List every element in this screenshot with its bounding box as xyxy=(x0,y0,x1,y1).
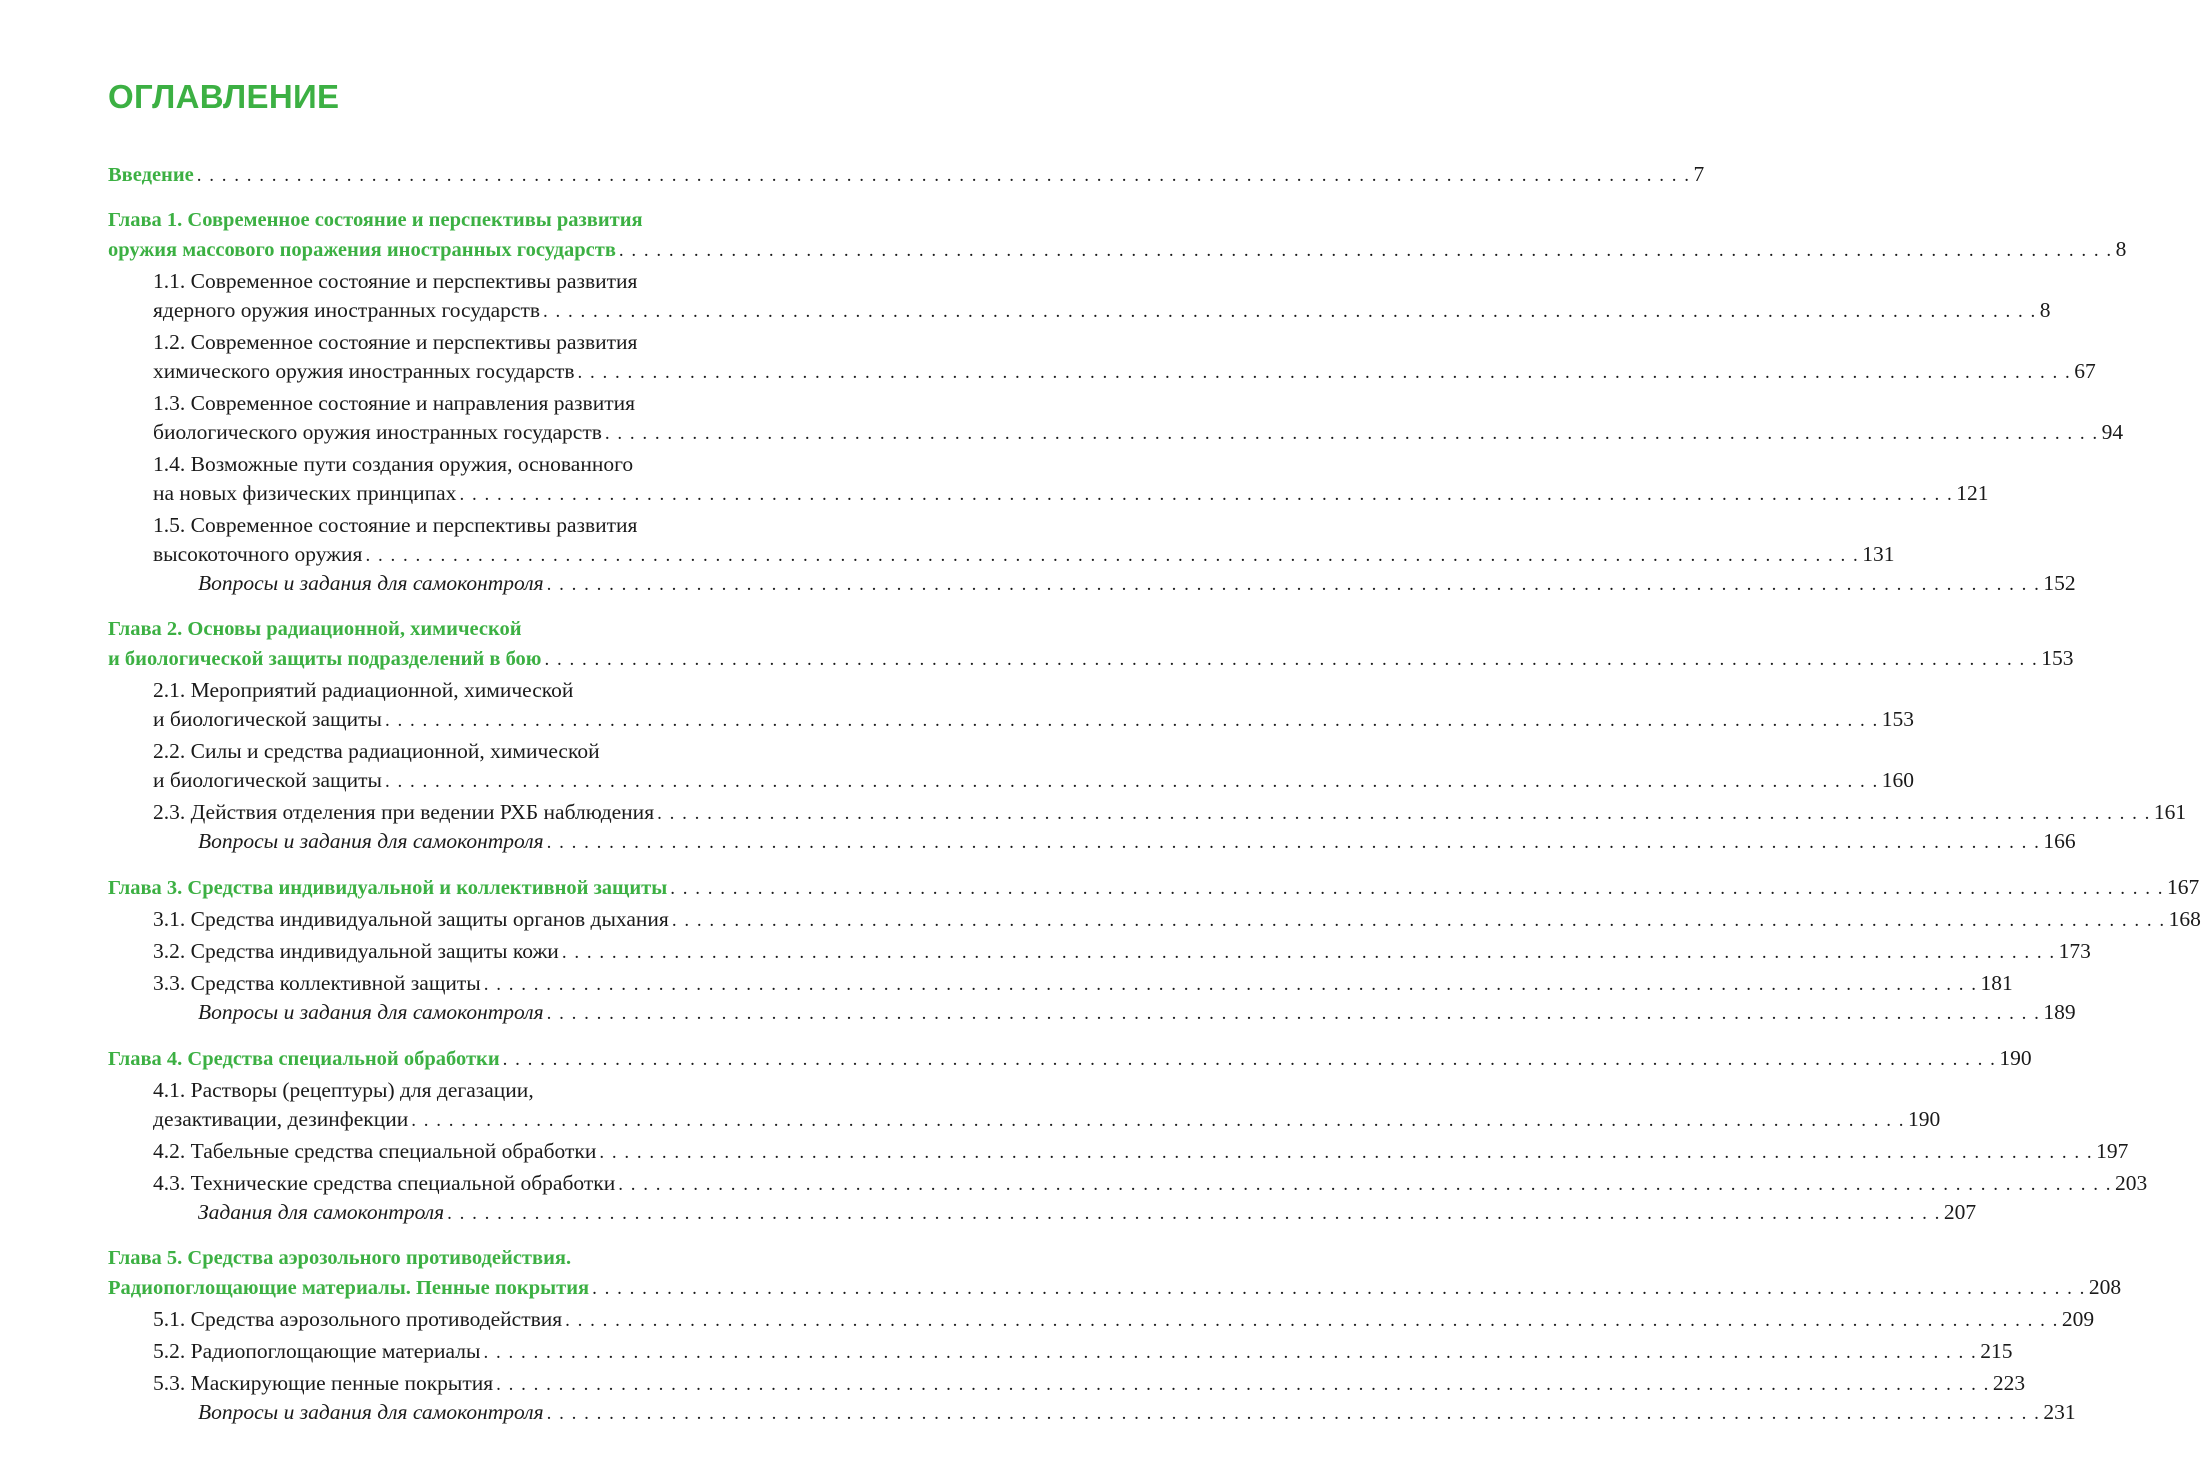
dot-leader: . . . . . . . . . . . . . . . . . . . . . . . . . . . . . . . . . . . . . . . . . . . . . . . . . . . . . . . . . . . . . . . . . . . . . . . . . . . . . . . . . . . . . . . . . . . . . . . . . . . . . . . . . . . . . . . . . . . . . . . . xyxy=(618,240,2113,261)
toc-entry-section-1-3-title-line: 1.3. Современное состояние и направления развития xyxy=(153,391,635,415)
toc-entry-section-5-3-title: 5.3. Маскирующие пенные покрытия xyxy=(153,1371,494,1395)
toc-entry-section-2-2-row xyxy=(153,766,1914,795)
page-number: 173 xyxy=(2058,939,2091,963)
toc-entry-section-1-3-title: биологического оружия иностранных государств xyxy=(153,420,602,444)
toc-entry-chapter-3-title: Глава 3. Средства индивидуальной и коллективной защиты xyxy=(108,877,668,899)
toc-entry-section-3-1-title: 3.1. Средства индивидуальной защиты органов дыхания xyxy=(153,907,669,931)
dot-leader: . . . . . . . . . . . . . . . . . . . . . . . . . . . . . . . . . . . . . . . . . . . . . . . . . . . . . . . . . . . . . . . . . . . . . . . . . . . . . . . . . . . . . . . . . . . . . . . . . . . . . . . . . . . . . . . . . . . . . . . . xyxy=(496,1374,1990,1395)
page-number: 94 xyxy=(2101,420,2124,444)
page-number: 209 xyxy=(2061,1307,2095,1331)
toc-entry-section-4-1[interactable] xyxy=(108,1076,1941,1134)
toc-entry-intro-title: Введение xyxy=(108,164,194,186)
toc-entry-section-3-3-title: 3.3. Средства коллективной защиты xyxy=(153,971,481,995)
page-number: 7 xyxy=(1693,162,1705,186)
page-number: 208 xyxy=(2088,1275,2122,1299)
page-number: 121 xyxy=(1956,481,1989,505)
toc-entry-section-5-2-row xyxy=(153,1337,2013,1366)
toc-entry-chapter-4-row xyxy=(108,1044,2032,1073)
toc-entry-section-4-3-title: 4.3. Технические средства специальной обработки xyxy=(153,1171,616,1195)
toc-entry-section-2-1-title: и биологической защиты xyxy=(153,707,382,731)
toc-entry-section-2-2-title: и биологической защиты xyxy=(153,768,382,792)
toc-entry-section-4-1-title-line: 4.1. Растворы (рецептуры) для дегазации, xyxy=(153,1078,534,1102)
dot-leader: . . . . . . . . . . . . . . . . . . . . . . . . . . . . . . . . . . . . . . . . . . . . . . . . . . . . . . . . . . . . . . . . . . . . . . . . . . . . . . . . . . . . . . . . . . . . . . . . . . . . . . . . . . . . . . . . . . . . . . . . xyxy=(483,1342,1978,1363)
page-number: 215 xyxy=(1980,1339,2013,1363)
toc-entry-section-5-2-title: 5.2. Радиопоглощающие материалы xyxy=(153,1339,481,1363)
toc-entry-quiz-2-row xyxy=(198,827,2076,856)
dot-leader: . . . . . . . . . . . . . . . . . . . . . . . . . . . . . . . . . . . . . . . . . . . . . . . . . . . . . . . . . . . . . . . . . . . . . . . . . . . . . . . . . . . . . . . . . . . . . . . . . . . . . . . . . . . . . . . . . . . . . . . . xyxy=(447,1203,1941,1224)
dot-leader: . . . . . . . . . . . . . . . . . . . . . . . . . . . . . . . . . . . . . . . . . . . . . . . . . . . . . . . . . . . . . . . . . . . . . . . . . . . . . . . . . . . . . . . . . . . . . . . . . . . . . . . . . . . . . . . . . . . . . . . . xyxy=(561,942,2056,963)
toc-entry-quiz-3-title: Вопросы и задания для самоконтроля xyxy=(198,1000,544,1024)
dot-leader: . . . . . . . . . . . . . . . . . . . . . . . . . . . . . . . . . . . . . . . . . . . . . . . . . . . . . . . . . . . . . . . . . . . . . . . . . . . . . . . . . . . . . . . . . . . . . . . . . . . . . . . . . . . . . . . . . . . . . . . . xyxy=(657,803,2151,824)
page-number: 67 xyxy=(2074,359,2096,383)
toc-entry-section-1-2-title-line: 1.2. Современное состояние и перспективы развития xyxy=(153,330,638,354)
toc-entry-quiz-3-row xyxy=(198,998,2076,1027)
toc-entry-section-1-5[interactable] xyxy=(108,511,1895,569)
dot-leader: . . . . . . . . . . . . . . . . . . . . . . . . . . . . . . . . . . . . . . . . . . . . . . . . . . . . . . . . . . . . . . . . . . . . . . . . . . . . . . . . . . . . . . . . . . . . . . . . . . . . . . . . . . . . . . . . . . . . . . . . xyxy=(546,1003,2041,1024)
toc-entry-chapter-5[interactable] xyxy=(108,1244,2122,1302)
dot-leader: . . . . . . . . . . . . . . . . . . . . . . . . . . . . . . . . . . . . . . . . . . . . . . . . . . . . . . . . . . . . . . . . . . . . . . . . . . . . . . . . . . . . . . . . . . . . . . . . . . . . . . . . . . . . . . . . . . . . . . . . xyxy=(577,362,2072,383)
page-number: 197 xyxy=(2096,1139,2129,1163)
toc-entry-section-3-2-row xyxy=(153,937,2091,966)
dot-leader: . . . . . . . . . . . . . . . . . . . . . . . . . . . . . . . . . . . . . . . . . . . . . . . . . . . . . . . . . . . . . . . . . . . . . . . . . . . . . . . . . . . . . . . . . . . . . . . . . . . . . . . . . . . . . . . . . . . . . . . . xyxy=(565,1310,2059,1331)
toc-entry-chapter-4[interactable] xyxy=(108,1044,2032,1073)
page-number: 167 xyxy=(2167,875,2200,899)
toc-entry-section-3-1-row xyxy=(153,905,2201,934)
page-number: 189 xyxy=(2043,1000,2076,1024)
table-of-contents xyxy=(108,160,2201,1427)
dot-leader: . . . . . . . . . . . . . . . . . . . . . . . . . . . . . . . . . . . . . . . . . . . . . . . . . . . . . . . . . . . . . . . . . . . . . . . . . . . . . . . . . . . . . . . . . . . . . . . . . . . . . . . . . . . . . . . . . . . . . . . . xyxy=(618,1174,2112,1195)
toc-entry-quiz-4[interactable] xyxy=(108,1198,1977,1227)
page-number: 203 xyxy=(2114,1171,2148,1195)
toc-entry-section-2-2-title-line: 2.2. Силы и средства радиационной, химической xyxy=(153,739,600,763)
page-number: 152 xyxy=(2043,571,2076,595)
toc-entry-chapter-4-title: Глава 4. Средства специальной обработки xyxy=(108,1048,500,1070)
toc-entry-quiz-1[interactable] xyxy=(108,569,2076,598)
toc-entry-section-4-1-title: дезактивации, дезинфекции xyxy=(153,1107,409,1131)
toc-entry-section-1-2-title: химического оружия иностранных государств xyxy=(153,359,575,383)
toc-entry-section-5-1-row xyxy=(153,1305,2095,1334)
dot-leader: . . . . . . . . . . . . . . . . . . . . . . . . . . . . . . . . . . . . . . . . . . . . . . . . . . . . . . . . . . . . . . . . . . . . . . . . . . . . . . . . . . . . . . . . . . . . . . . . . . . . . . . . . . . . . . . . . . . . . . . . xyxy=(546,832,2041,853)
page-number: 8 xyxy=(2115,237,2127,261)
toc-entry-section-5-1-title: 5.1. Средства аэрозольного противодействия xyxy=(153,1307,563,1331)
page-number: 153 xyxy=(2041,646,2074,670)
toc-entry-section-4-1-row xyxy=(153,1105,1941,1134)
toc-entry-section-1-4-row xyxy=(153,479,1989,508)
dot-leader: . . . . . . . . . . . . . . . . . . . . . . . . . . . . . . . . . . . . . . . . . . . . . . . . . . . . . . . . . . . . . . . . . . . . . . . . . . . . . . . . . . . . . . . . . . . . . . . . . . . . . . . . . . . . . . . . . . . . . . . . xyxy=(670,878,2165,899)
toc-entry-quiz-2-title: Вопросы и задания для самоконтроля xyxy=(198,829,544,853)
toc-entry-chapter-5-row xyxy=(108,1273,2122,1302)
toc-entry-chapter-5-title-line: Глава 5. Средства аэрозольного противодействия. xyxy=(108,1247,572,1269)
toc-entry-section-3-3-row xyxy=(153,969,2013,998)
toc-entry-section-5-1[interactable] xyxy=(108,1305,2095,1334)
dot-leader: . . . . . . . . . . . . . . . . . . . . . . . . . . . . . . . . . . . . . . . . . . . . . . . . . . . . . . . . . . . . . . . . . . . . . . . . . . . . . . . . . . . . . . . . . . . . . . . . . . . . . . . . . . . . . . . . . . . . . . . . xyxy=(671,910,2166,931)
toc-entry-section-2-2[interactable] xyxy=(108,737,1914,795)
dot-leader: . . . . . . . . . . . . . . . . . . . . . . . . . . . . . . . . . . . . . . . . . . . . . . . . . . . . . . . . . . . . . . . . . . . . . . . . . . . . . . . . . . . . . . . . . . . . . . . . . . . . . . . . . . . . . . . . . . . . . . . . xyxy=(411,1110,1905,1131)
toc-entry-section-2-1-row xyxy=(153,705,1914,734)
toc-entry-intro[interactable] xyxy=(108,160,1705,189)
toc-entry-section-1-5-row xyxy=(153,540,1895,569)
dot-leader: . . . . . . . . . . . . . . . . . . . . . . . . . . . . . . . . . . . . . . . . . . . . . . . . . . . . . . . . . . . . . . . . . . . . . . . . . . . . . . . . . . . . . . . . . . . . . . . . . . . . . . . . . . . . . . . . . . . . . . . . xyxy=(384,771,1879,792)
dot-leader: . . . . . . . . . . . . . . . . . . . . . . . . . . . . . . . . . . . . . . . . . . . . . . . . . . . . . . . . . . . . . . . . . . . . . . . . . . . . . . . . . . . . . . . . . . . . . . . . . . . . . . . . . . . . . . . . . . . . . . . . xyxy=(384,710,1879,731)
toc-entry-section-1-5-title-line: 1.5. Современное состояние и перспективы развития xyxy=(153,513,638,537)
dot-leader: . . . . . . . . . . . . . . . . . . . . . . . . . . . . . . . . . . . . . . . . . . . . . . . . . . . . . . . . . . . . . . . . . . . . . . . . . . . . . . . . . . . . . . . . . . . . . . . . . . . . . . . . . . . . . . . . . . . . . . . . xyxy=(502,1049,1997,1070)
toc-entry-section-3-2[interactable] xyxy=(108,937,2091,966)
dot-leader: . . . . . . . . . . . . . . . . . . . . . . . . . . . . . . . . . . . . . . . . . . . . . . . . . . . . . . . . . . . . . . . . . . . . . . . . . . . . . . . . . . . . . . . . . . . . . . . . . . . . . . . . . . . . . . . . . . . . . . . . xyxy=(365,545,1860,566)
toc-entry-chapter-5-title: Радиопоглощающие материалы. Пенные покрытия xyxy=(108,1277,590,1299)
toc-entry-section-4-2-row xyxy=(153,1137,2129,1166)
toc-entry-quiz-5[interactable] xyxy=(108,1398,2076,1427)
toc-entry-quiz-4-row xyxy=(198,1198,1977,1227)
dot-leader: . . . . . . . . . . . . . . . . . . . . . . . . . . . . . . . . . . . . . . . . . . . . . . . . . . . . . . . . . . . . . . . . . . . . . . . . . . . . . . . . . . . . . . . . . . . . . . . . . . . . . . . . . . . . . . . . . . . . . . . . xyxy=(196,165,1691,186)
toc-entry-section-1-1-title: ядерного оружия иностранных государств xyxy=(153,298,541,322)
toc-entry-chapter-1-row xyxy=(108,235,2127,264)
toc-entry-section-1-1-title-line: 1.1. Современное состояние и перспективы развития xyxy=(153,269,638,293)
toc-entry-section-2-1-title-line: 2.1. Мероприятий радиационной, химической xyxy=(153,678,574,702)
toc-entry-quiz-2[interactable] xyxy=(108,827,2076,856)
toc-entry-section-1-2-row xyxy=(153,357,2096,386)
dot-leader: . . . . . . . . . . . . . . . . . . . . . . . . . . . . . . . . . . . . . . . . . . . . . . . . . . . . . . . . . . . . . . . . . . . . . . . . . . . . . . . . . . . . . . . . . . . . . . . . . . . . . . . . . . . . . . . . . . . . . . . . xyxy=(459,484,1954,505)
page-number: 190 xyxy=(1999,1046,2032,1070)
toc-entry-section-5-2[interactable] xyxy=(108,1337,2013,1366)
toc-entry-section-1-1-row xyxy=(153,296,2051,325)
dot-leader: . . . . . . . . . . . . . . . . . . . . . . . . . . . . . . . . . . . . . . . . . . . . . . . . . . . . . . . . . . . . . . . . . . . . . . . . . . . . . . . . . . . . . . . . . . . . . . . . . . . . . . . . . . . . . . . . . . . . . . . . xyxy=(546,574,2041,595)
page-number: 207 xyxy=(1943,1200,1977,1224)
page-number: 181 xyxy=(1980,971,2013,995)
page-number: 190 xyxy=(1907,1107,1941,1131)
dot-leader: . . . . . . . . . . . . . . . . . . . . . . . . . . . . . . . . . . . . . . . . . . . . . . . . . . . . . . . . . . . . . . . . . . . . . . . . . . . . . . . . . . . . . . . . . . . . . . . . . . . . . . . . . . . . . . . . . . . . . . . . xyxy=(483,974,1978,995)
toc-entry-quiz-5-row xyxy=(198,1398,2076,1427)
page-number: 223 xyxy=(1992,1371,2026,1395)
toc-entry-section-5-3[interactable] xyxy=(108,1369,2026,1398)
toc-entry-quiz-5-title: Вопросы и задания для самоконтроля xyxy=(198,1400,544,1424)
dot-leader: . . . . . . . . . . . . . . . . . . . . . . . . . . . . . . . . . . . . . . . . . . . . . . . . . . . . . . . . . . . . . . . . . . . . . . . . . . . . . . . . . . . . . . . . . . . . . . . . . . . . . . . . . . . . . . . . . . . . . . . . xyxy=(592,1278,2086,1299)
toc-entry-intro-row xyxy=(108,160,1705,189)
toc-entry-chapter-1-title: оружия массового поражения иностранных государств xyxy=(108,239,616,261)
toc-entry-section-1-3-row xyxy=(153,418,2124,447)
dot-leader: . . . . . . . . . . . . . . . . . . . . . . . . . . . . . . . . . . . . . . . . . . . . . . . . . . . . . . . . . . . . . . . . . . . . . . . . . . . . . . . . . . . . . . . . . . . . . . . . . . . . . . . . . . . . . . . . . . . . . . . . xyxy=(544,649,2039,670)
page-number: 131 xyxy=(1862,542,1895,566)
toc-entry-section-1-4[interactable] xyxy=(108,450,1989,508)
dot-leader: . . . . . . . . . . . . . . . . . . . . . . . . . . . . . . . . . . . . . . . . . . . . . . . . . . . . . . . . . . . . . . . . . . . . . . . . . . . . . . . . . . . . . . . . . . . . . . . . . . . . . . . . . . . . . . . . . . . . . . . . xyxy=(599,1142,2094,1163)
toc-entry-chapter-1-title-line: Глава 1. Современное состояние и перспективы развития xyxy=(108,209,643,231)
toc-entry-section-4-3[interactable] xyxy=(108,1169,2148,1198)
toc-entry-section-4-2[interactable] xyxy=(108,1137,2129,1166)
toc-entry-section-4-2-title: 4.2. Табельные средства специальной обработки xyxy=(153,1139,597,1163)
dot-leader: . . . . . . . . . . . . . . . . . . . . . . . . . . . . . . . . . . . . . . . . . . . . . . . . . . . . . . . . . . . . . . . . . . . . . . . . . . . . . . . . . . . . . . . . . . . . . . . . . . . . . . . . . . . . . . . . . . . . . . . . xyxy=(543,301,2037,322)
toc-entry-section-5-3-row xyxy=(153,1369,2026,1398)
toc-entry-chapter-2-title-line: Глава 2. Основы радиационной, химической xyxy=(108,618,522,640)
toc-entry-section-1-1[interactable] xyxy=(108,267,2051,325)
toc-entry-section-1-4-title-line: 1.4. Возможные пути создания оружия, основанного xyxy=(153,452,634,476)
page-number: 153 xyxy=(1881,707,1914,731)
toc-entry-chapter-3[interactable] xyxy=(108,873,2200,902)
dot-leader: . . . . . . . . . . . . . . . . . . . . . . . . . . . . . . . . . . . . . . . . . . . . . . . . . . . . . . . . . . . . . . . . . . . . . . . . . . . . . . . . . . . . . . . . . . . . . . . . . . . . . . . . . . . . . . . . . . . . . . . . xyxy=(546,1403,2041,1424)
toc-entry-section-4-3-row xyxy=(153,1169,2148,1198)
toc-entry-section-1-2[interactable] xyxy=(108,328,2096,386)
toc-entry-section-3-2-title: 3.2. Средства индивидуальной защиты кожи xyxy=(153,939,559,963)
toc-entry-chapter-2-row xyxy=(108,644,2074,673)
toc-entry-chapter-2[interactable] xyxy=(108,615,2074,673)
page-number: 231 xyxy=(2043,1400,2076,1424)
toc-entry-section-2-1[interactable] xyxy=(108,676,1914,734)
toc-entry-section-2-3-row xyxy=(153,798,2187,827)
toc-entry-section-3-1[interactable] xyxy=(108,905,2201,934)
page-title: ОГЛАВЛЕНИЕ xyxy=(108,78,340,115)
toc-entry-quiz-1-title: Вопросы и задания для самоконтроля xyxy=(198,571,544,595)
toc-entry-section-3-3[interactable] xyxy=(108,969,2013,998)
toc-entry-chapter-2-title: и биологической защиты подразделений в бою xyxy=(108,648,542,670)
page-number: 168 xyxy=(2168,907,2201,931)
toc-entry-section-2-3-title: 2.3. Действия отделения при ведении РХБ наблюдения xyxy=(153,800,655,824)
toc-entry-chapter-1[interactable] xyxy=(108,206,2127,264)
toc-entry-section-2-3[interactable] xyxy=(108,798,2187,827)
page-number: 161 xyxy=(2153,800,2187,824)
toc-entry-quiz-1-row xyxy=(198,569,2076,598)
toc-entry-quiz-4-title: Задания для самоконтроля xyxy=(198,1200,445,1224)
toc-entry-chapter-3-row xyxy=(108,873,2200,902)
page-number: 166 xyxy=(2043,829,2076,853)
toc-entry-quiz-3[interactable] xyxy=(108,998,2076,1027)
dot-leader: . . . . . . . . . . . . . . . . . . . . . . . . . . . . . . . . . . . . . . . . . . . . . . . . . . . . . . . . . . . . . . . . . . . . . . . . . . . . . . . . . . . . . . . . . . . . . . . . . . . . . . . . . . . . . . . . . . . . . . . . xyxy=(604,423,2099,444)
toc-entry-section-1-5-title: высокоточного оружия xyxy=(153,542,363,566)
page-number: 8 xyxy=(2039,298,2051,322)
toc-entry-section-1-4-title: на новых физических принципах xyxy=(153,481,457,505)
page-number: 160 xyxy=(1881,768,1914,792)
toc-entry-section-1-3[interactable] xyxy=(108,389,2124,447)
